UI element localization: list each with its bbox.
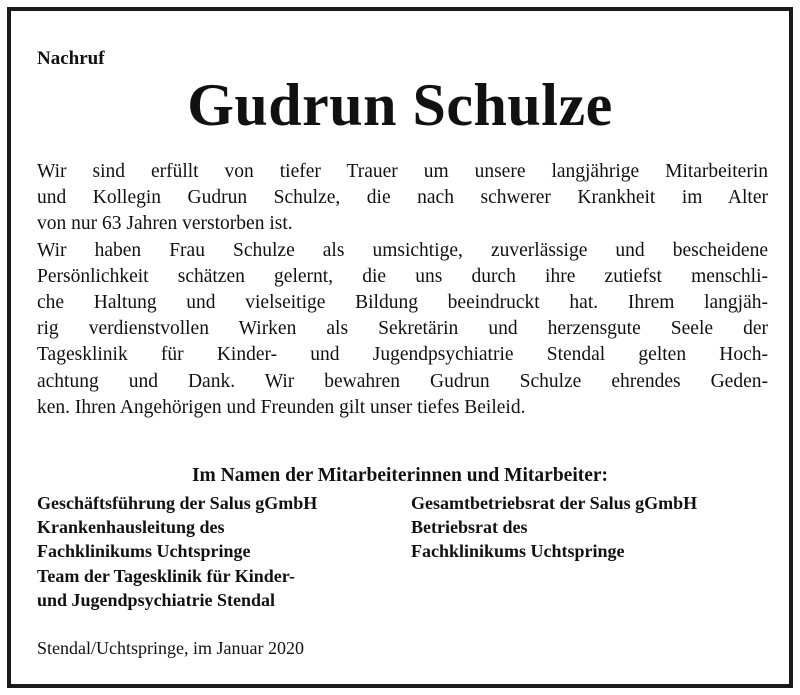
signatory-line: Fachklinikums Uchtspringe	[411, 541, 625, 562]
signatories-right	[411, 491, 697, 564]
signatory-line: Betriebsrat des	[411, 517, 528, 538]
deceased-name: Gudrun Schulze	[187, 72, 613, 138]
signatory-line: und Jugendpsychiatrie Stendal	[37, 589, 276, 610]
notice-body	[37, 159, 768, 421]
place-date: Stendal/Uchtspringe, im Januar 2020	[37, 638, 304, 658]
body-line: Persönlichkeit schätzen gelernt, die uns durch ihre zutiefst menschli-	[37, 265, 768, 287]
obituary-frame	[7, 7, 793, 688]
body-line: von nur 63 Jahren verstorben ist.	[37, 213, 293, 235]
body-line: Wir sind erfüllt von tiefer Trauer um unsere langjährige Mitarbeiterin	[37, 161, 768, 182]
signatory-line: Krankenhausleitung des	[37, 517, 225, 538]
signatory-line: Fachklinikums Uchtspringe	[37, 541, 251, 562]
body-line: achtung und Dank. Wir bewahren Gudrun Schulze ehrendes Geden-	[37, 370, 768, 392]
body-line: und Kollegin Gudrun Schulze, die nach schwerer Krankheit im Alter	[37, 187, 768, 209]
signatory-line: Team der Tagesklinik für Kinder-	[37, 565, 296, 586]
body-line: che Haltung und vielseitige Bildung beeindruckt hat. Ihrem langjäh-	[37, 292, 768, 314]
body-line: Wir haben Frau Schulze als umsichtige, zuverlässige und bescheidene	[37, 239, 768, 261]
notice-kicker: Nachruf	[37, 48, 105, 69]
signatory-line: Geschäftsführung der Salus gGmbH	[37, 493, 318, 513]
body-line: Tagesklinik für Kinder- und Jugendpsychiatrie Stendal gelten Hoch-	[37, 344, 768, 366]
signoff-heading: Im Namen der Mitarbeiterinnen und Mitarbeiter:	[191, 465, 609, 486]
signatory-line: Gesamtbetriebsrat der Salus gGmbH	[411, 493, 698, 513]
body-line: ken. Ihren Angehörigen und Freunden gilt unser tiefes Beileid.	[37, 396, 526, 418]
body-line: rig verdienstvollen Wirken als Sekretärin und herzensgute Seele der	[37, 318, 768, 340]
signatories-left	[37, 491, 317, 612]
